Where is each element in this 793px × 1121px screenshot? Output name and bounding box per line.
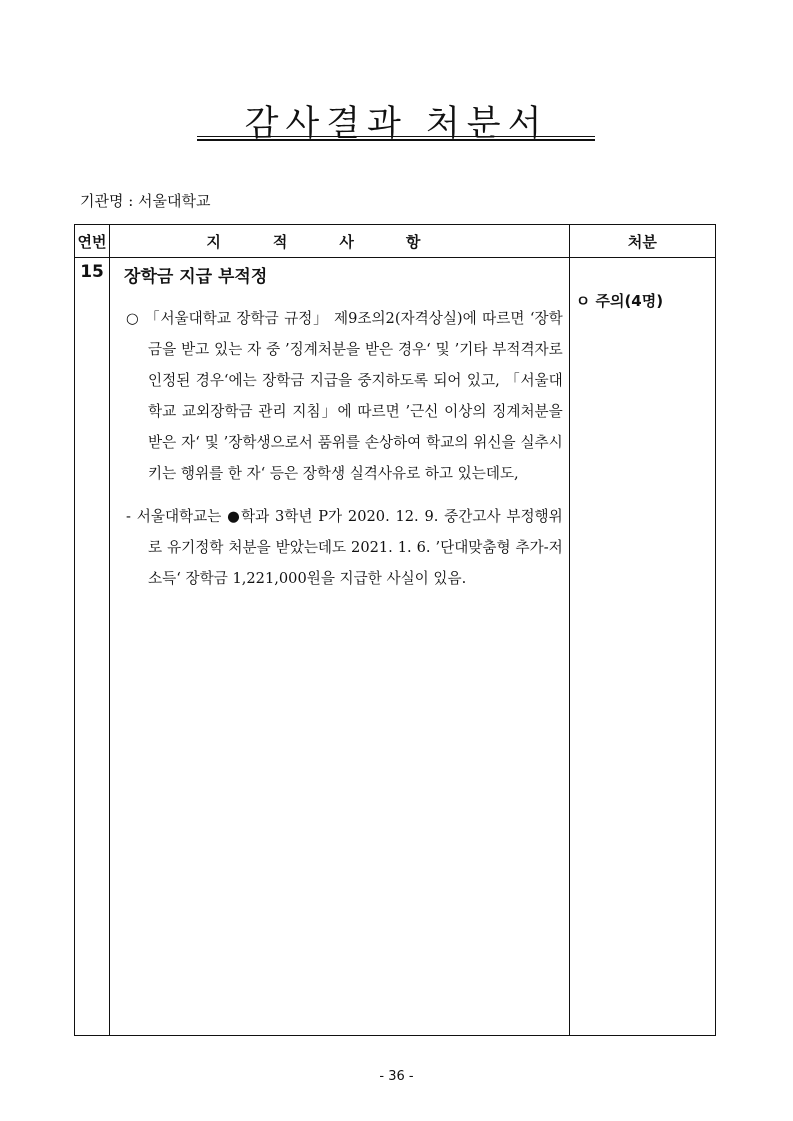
finding-paragraph-2: - 서울대학교는 ●학과 3학년 P가 2020. 12. 9. 중간고사 부정행위로 유기정학 처분을 받았는데도 2021. 1. 6. ’단대맞춤형 추가-저소득‘ 장학금 1,221,000원을 지급한 사실이 있음. (126, 508, 563, 587)
audit-table (74, 224, 716, 1036)
page-title: 감사결과 처분서 (244, 104, 549, 144)
finding-heading: 장학금 지급 부적정 (124, 267, 268, 287)
header-findings: 지적사항 (110, 225, 570, 258)
header-disposition: 처분 (569, 225, 715, 258)
table-row (75, 258, 716, 1036)
table-header-row (75, 225, 716, 258)
disposition-cell: ㅇ 주의(4명) (569, 258, 715, 1036)
row-number: 15 (75, 258, 110, 1036)
findings-cell (110, 258, 570, 1036)
page-number: - 36 - (379, 1069, 414, 1084)
header-number: 연번 (75, 225, 110, 258)
finding-paragraph-1: ○ 「서울대학교 장학금 규정」 제9조의2(자격상실)에 따르면 ‘장학금을 받고 있는 자 중 ’징계처분을 받은 경우‘ 및 ’기타 부적격자로 인정된 경우‘에는 장학금 지급을 중지하도록 되어 있고, 「서울대학교 교외장학금 관리 지침」에 따르면 ’근신 이상의 징계처분을 받은 자‘ 및 ’장학생으로서 품위를 손상하여 학교의 위신을 실추시키는 행위를 한 자‘ 등은 장학생 실격사유로 하고 있는데도, (126, 310, 563, 482)
title-underline (197, 136, 595, 141)
agency-name: 기관명 : 서울대학교 (80, 192, 211, 210)
